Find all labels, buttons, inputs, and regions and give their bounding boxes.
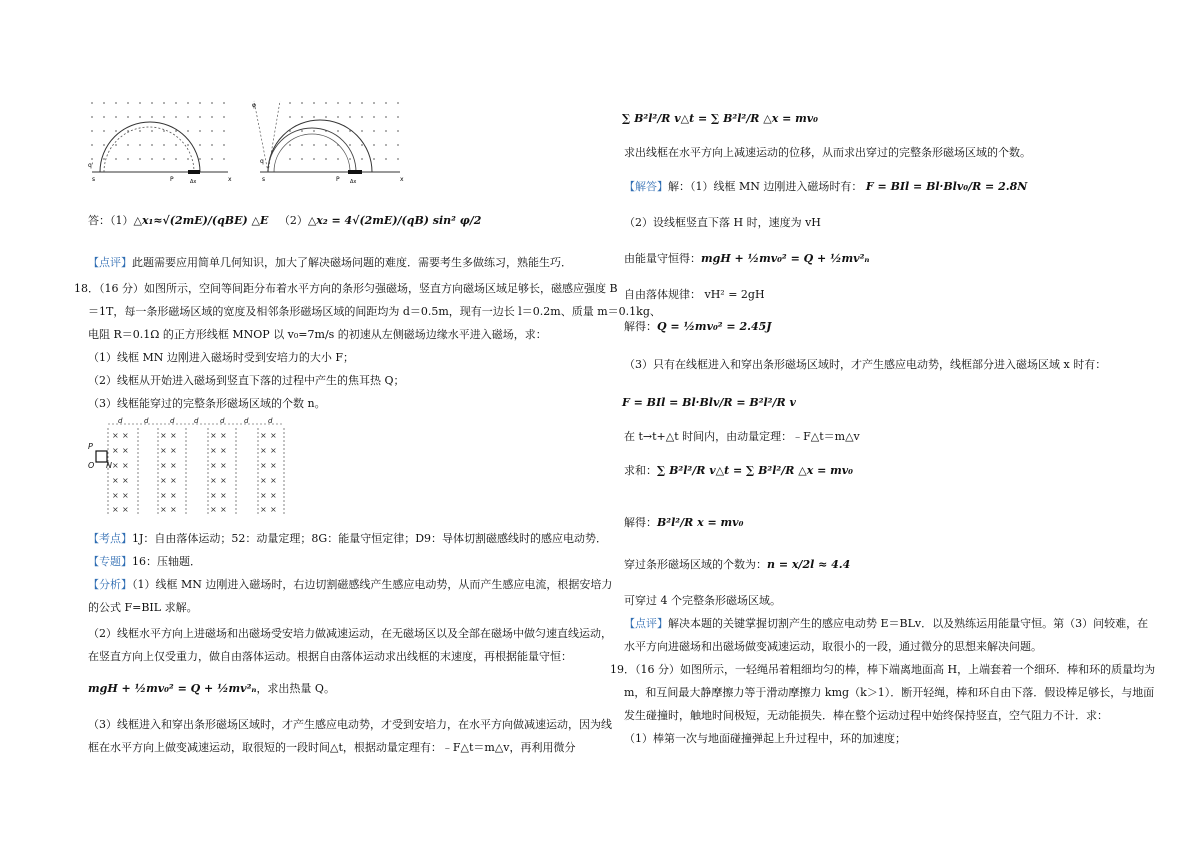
- fenxi-text-1: （1）线框 MN 边刚进入磁场时，右边切割磁感线产生感应电动势，从而产生感应电流，根据安培力: [132, 578, 613, 591]
- cross-48: ×: [270, 505, 277, 514]
- fig1-label-qprime: q': [88, 162, 94, 169]
- cross-21: ×: [160, 491, 167, 500]
- cross-22: ×: [170, 491, 177, 500]
- cross-18: ×: [170, 461, 177, 470]
- cross-6: ×: [122, 461, 129, 470]
- jieda-tag: 【解答】: [624, 180, 668, 193]
- fenxi-line-1b: 的公式 F=BIL 求解。: [88, 601, 198, 614]
- energy-suffix: ，求出热量 Q。: [256, 682, 335, 695]
- cross-43: ×: [260, 476, 267, 485]
- energy-formula: mgH + ½mv₀² = Q + ½mv²ₙ: [88, 682, 257, 695]
- cross-24: ×: [170, 505, 177, 514]
- q18-line-1: 18．（16 分）如图所示，空间等间距分布着水平方向的条形匀强磁场，竖直方向磁场区域足够长，磁感应强度 B: [74, 282, 618, 295]
- answer-line: [88, 214, 481, 228]
- cross-20: ×: [170, 476, 177, 485]
- r-line-2: （2）设线框竖直下落 H 时，速度为 vH: [624, 216, 821, 229]
- r-line-4: 自由落体规律： vH² = 2gH: [624, 288, 765, 301]
- fig2-label-dx: Δx: [350, 179, 357, 185]
- fenxi-line-2: （2）线框水平方向上进磁场和出磁场受安培力做减速运动，在无磁场区以及全部在磁场中做匀速直线运动，: [88, 627, 612, 640]
- cross-26: ×: [220, 431, 227, 440]
- cross-9: ×: [112, 491, 119, 500]
- figure-semicircle-1: [86, 97, 236, 189]
- strip-label-d-5: d: [220, 417, 225, 425]
- r-line-11: [624, 558, 850, 572]
- strip-label-N: N: [106, 461, 112, 470]
- q18-line-6: （3）线框能穿过的完整条形磁场区域的个数 n。: [88, 397, 326, 410]
- cross-11: ×: [112, 505, 119, 514]
- r-line-9: [624, 464, 853, 478]
- r-line-3: [624, 252, 869, 266]
- zhuanti-line: [88, 555, 201, 569]
- cross-44: ×: [270, 476, 277, 485]
- figure-semicircle-2: [250, 97, 410, 189]
- strip-label-d-2: d: [144, 417, 149, 425]
- cross-31: ×: [210, 476, 217, 485]
- cross-19: ×: [160, 476, 167, 485]
- cross-12: ×: [122, 505, 129, 514]
- cross-32: ×: [220, 476, 227, 485]
- cross-41: ×: [260, 461, 267, 470]
- cross-46: ×: [270, 491, 277, 500]
- q19-line-3: 发生碰撞时，触地时间极短，无动能损失．棒在整个运动过程中始终保持竖直，空气阻力不计．求：: [624, 709, 1108, 722]
- dianping-tag: 【点评】: [624, 617, 668, 630]
- cross-45: ×: [260, 491, 267, 500]
- review-tag: 【点评】: [88, 256, 132, 269]
- fig2-label-x: x: [400, 176, 404, 183]
- review-text: 此题需要应用简单几何知识，加大了解决磁场问题的难度．需要考生多做练习，熟能生巧．: [132, 256, 572, 269]
- r-line-10: [624, 516, 743, 530]
- sum-formula-top: ∑ B²l²/R v△t = ∑ B²l²/R △x = mv₀: [622, 112, 818, 125]
- kaodian-text: 1J：自由落体运动；52：动量定理；8G：能量守恒定律；D9：导体切割磁感线时的感应电动势．: [132, 532, 608, 545]
- r-line-12: 可穿过 4 个完整条形磁场区域。: [624, 594, 781, 607]
- cross-27: ×: [210, 446, 217, 455]
- cross-35: ×: [210, 505, 217, 514]
- energy-line: [88, 682, 335, 696]
- q18-line-4: （1）线框 MN 边刚进入磁场时受到安培力的大小 F；: [88, 351, 355, 364]
- r-line-1: 求出线框在水平方向上减速运动的位移，从而求出穿过的完整条形磁场区域的个数。: [624, 146, 1031, 159]
- fig2-label-s: s: [262, 176, 266, 183]
- fig2-label-q: q: [260, 158, 264, 165]
- strip-label-d-6: d: [244, 417, 249, 425]
- r7-formula: F = BIl = Bl·Blv/R = B²l²/R v: [622, 396, 796, 409]
- cross-17: ×: [160, 461, 167, 470]
- strip-label-P: P: [88, 442, 93, 451]
- cross-10: ×: [122, 491, 129, 500]
- kaodian-line: [88, 532, 607, 546]
- review-line-17: [88, 256, 572, 270]
- cross-40: ×: [270, 446, 277, 455]
- cross-38: ×: [270, 431, 277, 440]
- r11-text: 穿过条形磁场区域的个数为：: [624, 558, 767, 571]
- answer-1-label: （1）: [110, 214, 134, 227]
- r9-formula: ∑ B²l²/R v△t = ∑ B²l²/R △x = mv₀: [657, 464, 853, 477]
- fig1-label-x: x: [228, 176, 232, 183]
- cross-34: ×: [220, 491, 227, 500]
- strip-label-O: O: [88, 461, 95, 470]
- fig2-label-p: P: [336, 176, 340, 183]
- q19-line-1: 19．（16 分）如图所示，一轻绳吊着粗细均匀的棒，棒下端离地面高 H，上端套着一个细环．棒和环的质量均为: [610, 663, 1156, 676]
- jieda-text: 解：（1）线框 MN 边刚进入磁场时有：: [668, 180, 863, 193]
- cross-37: ×: [260, 431, 267, 440]
- fenxi-line-1: [88, 578, 612, 592]
- strip-label-d-4: d: [194, 417, 199, 425]
- q19-line-2: m，和互间最大静摩擦力等于滑动摩擦力 kmg（k＞1）．断开轻绳，棒和环自由下落．假设棒足够长，与地面: [624, 686, 1155, 699]
- cross-8: ×: [122, 476, 129, 485]
- answer-1-formula: △x₁≈√(2mE)/(qBE) △E: [133, 214, 269, 227]
- cross-15: ×: [160, 446, 167, 455]
- zhuanti-tag: 【专题】: [88, 555, 132, 568]
- cross-42: ×: [270, 461, 277, 470]
- dianping-line-2: 水平方向进磁场和出磁场做变减速运动，取很小的一段，通过微分的思想来解决问题。: [624, 640, 1042, 653]
- zhuanti-text: 16：压轴题．: [132, 555, 201, 568]
- cross-14: ×: [170, 431, 177, 440]
- cross-16: ×: [170, 446, 177, 455]
- r10-text: 解得：: [624, 516, 657, 529]
- cross-47: ×: [260, 505, 267, 514]
- fenxi-line-4: （3）线框进入和穿出条形磁场区域时，才产生感应电动势，才受到安培力，在水平方向做减速运动，因为线: [88, 718, 612, 731]
- q19-line-4: （1）棒第一次与地面碰撞弹起上升过程中，环的加速度；: [624, 732, 906, 745]
- r-line-6: （3）只有在线框进入和穿出条形磁场区域时，才产生感应电动势，线框部分进入磁场区域 x 时有：: [624, 358, 1107, 371]
- cross-25: ×: [210, 431, 217, 440]
- fenxi-tag: 【分析】: [88, 578, 132, 591]
- kaodian-tag: 【考点】: [88, 532, 132, 545]
- cross-7: ×: [112, 476, 119, 485]
- cross-28: ×: [220, 446, 227, 455]
- answer-2-formula: △x₂ = 4√(2mE)/(qB) sin² φ/2: [307, 214, 482, 227]
- r5-text: 解得：: [624, 320, 657, 333]
- r3-text: 由能量守恒得：: [624, 252, 701, 265]
- cross-3: ×: [112, 446, 119, 455]
- r3-formula: mgH + ½mv₀² = Q + ½mv²ₙ: [701, 252, 870, 265]
- r-line-5: [624, 320, 771, 334]
- dianping-line-1: [624, 617, 1148, 631]
- r10-formula: B²l²/R x = mv₀: [657, 516, 744, 529]
- strip-label-d-3: d: [170, 417, 175, 425]
- fig2-label-phi: φ: [252, 102, 256, 109]
- jieda-line: [624, 180, 1027, 194]
- fenxi-line-5: 框在水平方向上做变减速运动，取很短的一段时间△t，根据动量定理有：﹣F△t＝m△v，再利用微分: [88, 741, 576, 754]
- cross-2: ×: [122, 431, 129, 440]
- cross-5: ×: [112, 461, 119, 470]
- cross-13: ×: [160, 431, 167, 440]
- r5-formula: Q = ½mv₀² = 2.45J: [657, 320, 772, 333]
- q18-line-5: （2）线框从开始进入磁场到竖直下落的过程中产生的焦耳热 Q；: [88, 374, 405, 387]
- fig1-label-p: P: [170, 176, 174, 183]
- cross-36: ×: [220, 505, 227, 514]
- q18-line-3: 电阻 R＝0.1Ω 的正方形线框 MNOP 以 v₀=7m/s 的初速从左侧磁场边缘水平进入磁场，求：: [88, 328, 547, 341]
- cross-1: ×: [112, 431, 119, 440]
- f-formula: F = BIl = Bl·Blv₀/R = 2.8N: [865, 180, 1028, 193]
- fig1-label-dx: Δx: [190, 179, 197, 185]
- cross-29: ×: [210, 461, 217, 470]
- cross-33: ×: [210, 491, 217, 500]
- r11-formula: n = x/2l ≈ 4.4: [767, 558, 851, 571]
- answer-prefix: 答：: [88, 214, 110, 227]
- cross-4: ×: [122, 446, 129, 455]
- cross-39: ×: [260, 446, 267, 455]
- figure-strip-field: [86, 416, 286, 516]
- fenxi-line-3: 在竖直方向上仅受重力，做自由落体运动。根据自由落体运动求出线框的末速度，再根据能量守恒：: [88, 650, 572, 663]
- r-line-8: 在 t→t+△t 时间内，由动量定理：﹣F△t＝m△v: [624, 430, 860, 443]
- strip-label-d-1: d: [118, 417, 123, 425]
- cross-23: ×: [160, 505, 167, 514]
- right-column: [600, 0, 1200, 848]
- answer-2-label: （2）: [278, 214, 308, 227]
- strip-label-d-7: d: [268, 417, 273, 425]
- dianping-text-1: 解决本题的关键掌握切割产生的感应电动势 E＝BLv．以及熟练运用能量守恒。第（3）问较难，在: [668, 617, 1149, 630]
- r9-text: 求和：: [624, 464, 657, 477]
- cross-30: ×: [220, 461, 227, 470]
- q18-line-2: ＝1T，每一条形磁场区域的宽度及相邻条形磁场区域的间距均为 d＝0.5m，现有一边长 l＝0.2m、质量 m＝0.1kg、: [88, 305, 661, 318]
- fig1-label-s: s: [92, 176, 96, 183]
